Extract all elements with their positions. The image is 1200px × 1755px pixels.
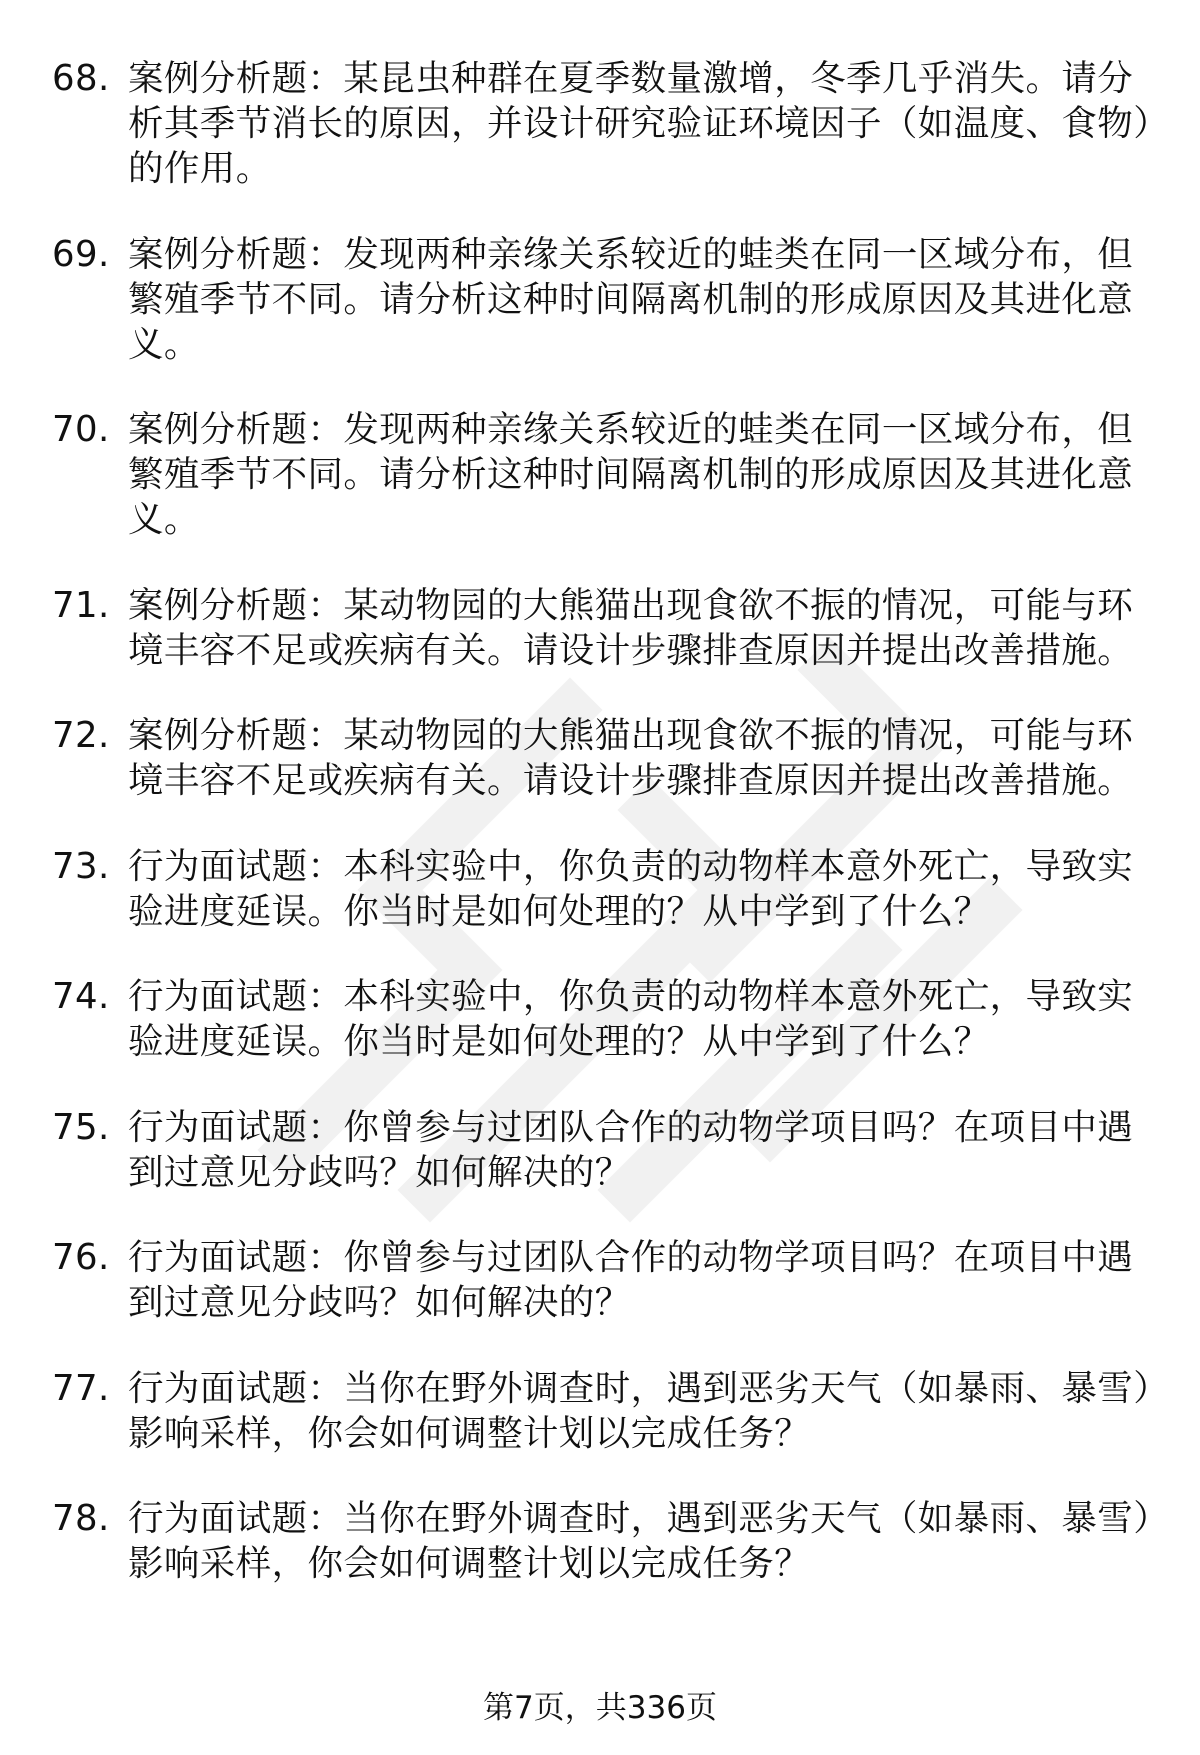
question-text: 案例分析题：发现两种亲缘关系较近的蛙类在同一区域分布，但繁殖季节不同。请分析这种时间隔离机制的形成原因及其进化意义。 (128, 409, 1134, 540)
question-text: 案例分析题：发现两种亲缘关系较近的蛙类在同一区域分布，但繁殖季节不同。请分析这种时间隔离机制的形成原因及其进化意义。 (128, 233, 1134, 365)
question-text: 行为面试题：当你在野外调查时，遇到恶劣天气（如暴雨、暴雪）影响采样，你会如何调整计划以完成任务？ (128, 1498, 1152, 1584)
question-item (52, 844, 1152, 934)
question-item (52, 583, 1152, 673)
question-item (52, 1366, 1152, 1456)
question-item (52, 407, 1152, 542)
page-footer: 第7页，共336页 (483, 1690, 717, 1726)
question-list (52, 56, 1152, 1627)
question-text: 案例分析题：某昆虫种群在夏季数量激增，冬季几乎消失。请分析其季节消长的原因，并设计研究验证环境因子（如温度、食物）的作用。 (128, 58, 1152, 189)
question-number: 72. (52, 715, 110, 756)
question-number: 78. (52, 1498, 110, 1539)
question-text: 案例分析题：某动物园的大熊猫出现食欲不振的情况，可能与环境丰容不足或疾病有关。请设计步骤排查原因并提出改善措施。 (128, 584, 1134, 671)
question-item (52, 1235, 1152, 1325)
question-text: 行为面试题：当你在野外调查时，遇到恶劣天气（如暴雨、暴雪）影响采样，你会如何调整计划以完成任务？ (128, 1367, 1152, 1454)
question-number: 76. (52, 1237, 110, 1278)
question-text: 行为面试题：本科实验中，你负责的动物样本意外死亡，导致实验进度延误。你当时是如何处理的？从中学到了什么？ (128, 976, 1134, 1062)
question-text: 案例分析题：某动物园的大熊猫出现食欲不振的情况，可能与环境丰容不足或疾病有关。请设计步骤排查原因并提出改善措施。 (128, 715, 1134, 801)
question-item (52, 1496, 1152, 1586)
question-item (52, 56, 1152, 191)
question-number: 68. (52, 58, 110, 99)
question-item (52, 713, 1152, 803)
question-item (52, 1105, 1152, 1195)
question-number: 75. (52, 1106, 110, 1148)
question-number: 74. (52, 976, 110, 1017)
question-text: 行为面试题：你曾参与过团队合作的动物学项目吗？在项目中遇到过意见分歧吗？如何解决的？ (128, 1106, 1134, 1193)
question-number: 71. (52, 584, 110, 626)
question-number: 73. (52, 845, 110, 887)
question-number: 70. (52, 409, 110, 450)
question-text: 行为面试题：本科实验中，你负责的动物样本意外死亡，导致实验进度延误。你当时是如何处理的？从中学到了什么？ (128, 845, 1134, 932)
question-item (52, 974, 1152, 1064)
question-number: 69. (52, 233, 110, 275)
question-item (52, 232, 1152, 367)
question-number: 77. (52, 1367, 110, 1409)
question-text: 行为面试题：你曾参与过团队合作的动物学项目吗？在项目中遇到过意见分歧吗？如何解决的？ (128, 1237, 1134, 1323)
